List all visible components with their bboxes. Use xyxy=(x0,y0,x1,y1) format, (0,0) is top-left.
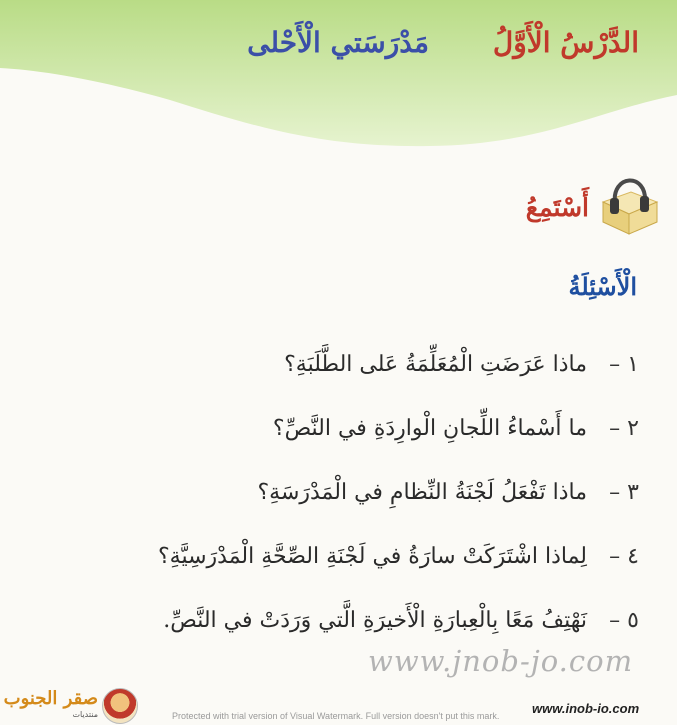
question-item xyxy=(0,588,677,652)
watermark-trial-notice: Protected with trial version of Visual Watermark. Full version doesn't put this mark. xyxy=(172,711,500,721)
question-number: ٢ – xyxy=(609,415,639,441)
header-wave xyxy=(0,0,677,150)
question-text: ما أَسْماءُ اللِّجانِ الْوارِدَةِ في النَّصِّ؟ xyxy=(272,415,587,441)
listen-label: أَسْتَمِعُ xyxy=(525,193,589,222)
question-number: ٥ – xyxy=(609,607,639,633)
questions-heading: الْأَسْئِلَةُ xyxy=(568,272,637,301)
logo-subtext: منتديات xyxy=(72,710,98,719)
question-item xyxy=(0,396,677,460)
question-item xyxy=(0,332,677,396)
question-item xyxy=(0,524,677,588)
headphones-icon xyxy=(597,168,661,238)
question-number: ١ – xyxy=(609,351,639,377)
questions-list xyxy=(0,332,677,652)
question-text: ماذا تَفْعَلُ لَجْنَةُ النِّظامِ في الْمَدْرَسَةِ؟ xyxy=(257,479,587,505)
question-text: ماذا عَرَضَتِ الْمُعَلِّمَةُ عَلى الطَّلَبَةِ؟ xyxy=(284,351,587,377)
logo-text: صقر الجنوب xyxy=(3,688,98,709)
watermark-large: www.jnob-jo.com xyxy=(368,644,634,678)
lesson-label: الدَّرْسُ الْأَوَّلُ xyxy=(492,26,639,59)
lesson-title: مَدْرَسَتي الْأَحْلى xyxy=(247,26,429,59)
watermark-url: www.inob-io.com xyxy=(532,701,640,716)
logo-avatar xyxy=(102,688,138,724)
question-number: ٤ – xyxy=(609,543,639,569)
question-text: لِماذا اشْتَرَكَتْ سارَةُ في لَجْنَةِ الصِّحَّةِ الْمَدْرَسِيَّةِ؟ xyxy=(157,543,587,569)
question-number: ٣ – xyxy=(609,479,639,505)
forum-logo xyxy=(3,688,138,722)
question-text: نَهْتِفُ مَعًا بِالْعِبارَةِ الْأَخيرَةِ الَّتي وَرَدَتْ في النَّصِّ. xyxy=(163,607,587,633)
question-item xyxy=(0,460,677,524)
